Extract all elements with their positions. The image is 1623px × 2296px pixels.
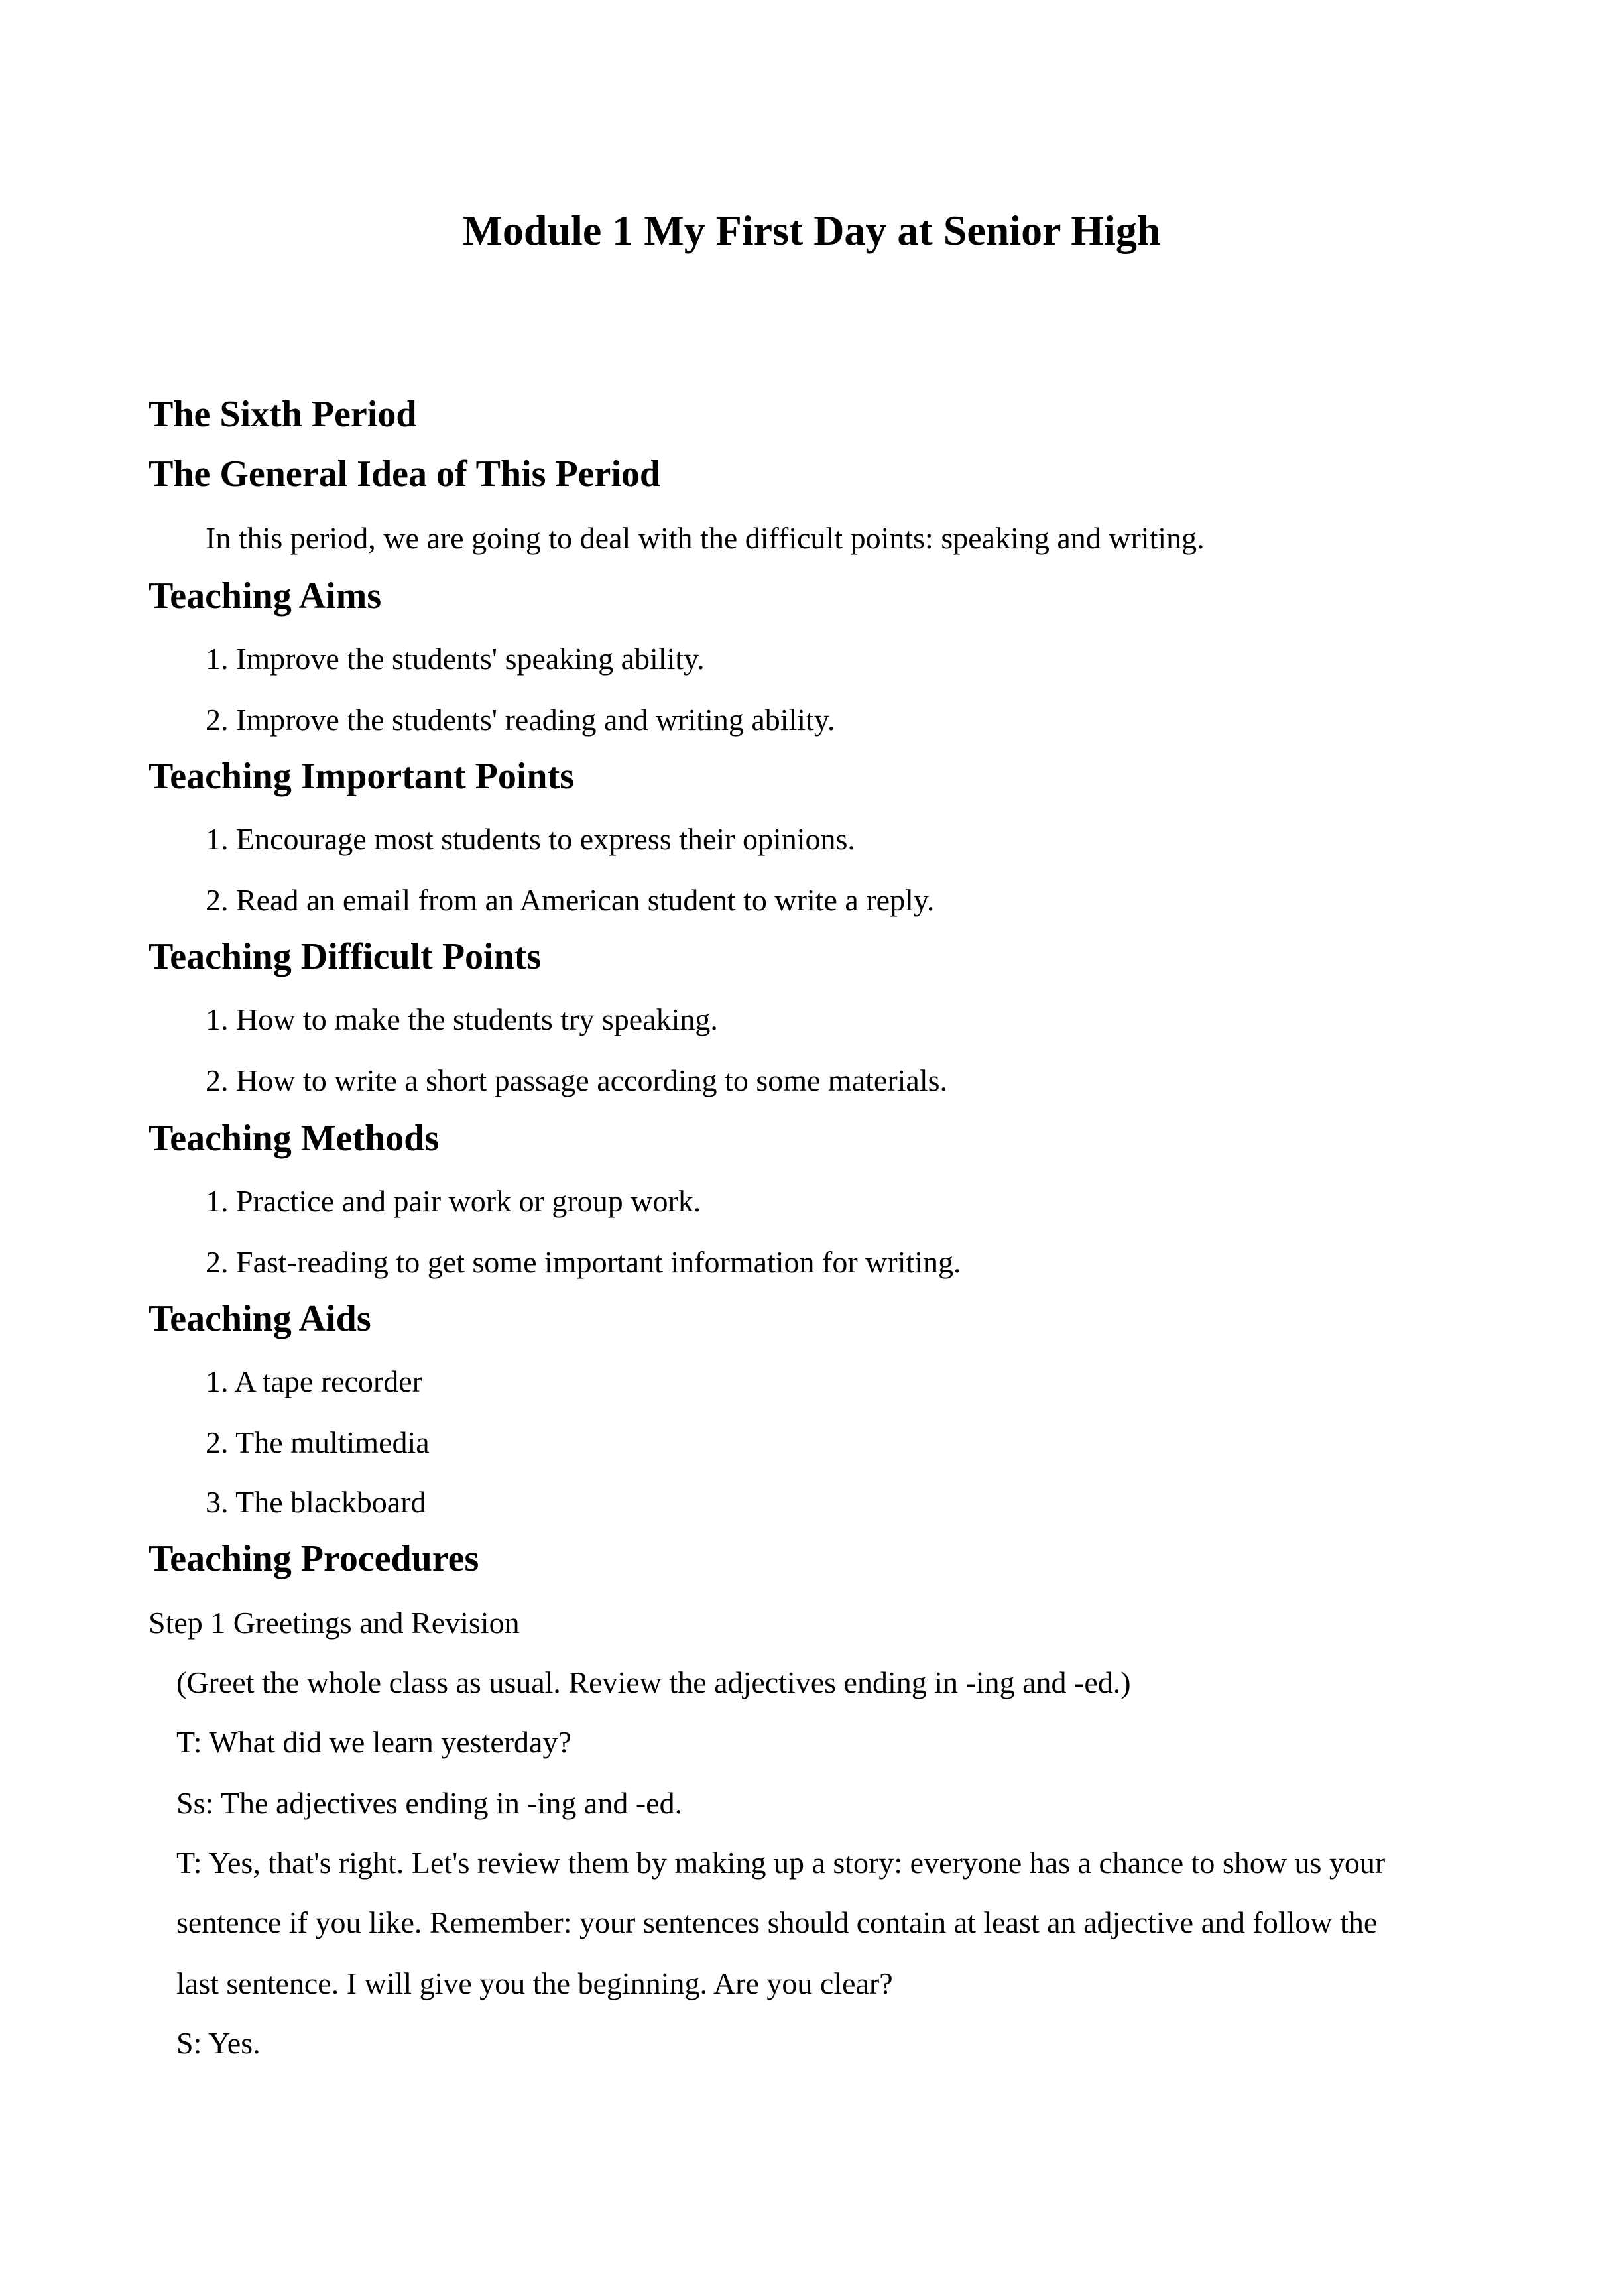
general-idea-text: In this period, we are going to deal with the difficult points: speaking and writing. <box>206 521 1205 555</box>
aids-item: 2. The multimedia <box>206 1425 430 1459</box>
difficult-points-heading: Teaching Difficult Points <box>149 936 542 977</box>
teaching-aims-heading: Teaching Aims <box>149 575 382 617</box>
teaching-aims-item: 1. Improve the students' speaking ability. <box>206 642 705 676</box>
procedure-step: Step 1 Greetings and Revision <box>149 1606 520 1640</box>
document-title: Module 1 My First Day at Senior High <box>462 207 1161 254</box>
important-points-heading: Teaching Important Points <box>149 756 575 797</box>
procedure-line: last sentence. I will give you the beginning. Are you clear? <box>176 1966 893 2000</box>
important-points-item: 2. Read an email from an American student to write a reply. <box>206 883 935 917</box>
methods-item: 1. Practice and pair work or group work. <box>206 1184 701 1218</box>
aids-item: 3. The blackboard <box>206 1485 426 1519</box>
teaching-aims-item: 2. Improve the students' reading and writing ability. <box>206 703 835 737</box>
procedure-line: T: Yes, that's right. Let's review them by making up a story: everyone has a chance to show us your <box>176 1846 1386 1880</box>
period-heading: The Sixth Period <box>149 394 417 435</box>
aids-item: 1. A tape recorder <box>206 1364 422 1398</box>
difficult-points-item: 2. How to write a short passage according to some materials. <box>206 1063 948 1097</box>
methods-item: 2. Fast-reading to get some important information for writing. <box>206 1245 961 1279</box>
methods-heading: Teaching Methods <box>149 1118 440 1159</box>
procedures-heading: Teaching Procedures <box>149 1538 479 1579</box>
aids-heading: Teaching Aids <box>149 1298 371 1339</box>
procedure-line: Ss: The adjectives ending in -ing and -ed. <box>176 1786 683 1820</box>
procedure-line: (Greet the whole class as usual. Review the adjectives ending in -ing and -ed.) <box>176 1665 1131 1699</box>
important-points-item: 1. Encourage most students to express their opinions. <box>206 822 855 856</box>
procedure-line: T: What did we learn yesterday? <box>176 1725 571 1759</box>
difficult-points-item: 1. How to make the students try speaking. <box>206 1002 718 1036</box>
procedure-line: sentence if you like. Remember: your sentences should contain at least an adjective and follow the <box>176 1905 1378 1939</box>
procedure-line: S: Yes. <box>176 2026 261 2060</box>
general-idea-heading: The General Idea of This Period <box>149 453 661 495</box>
